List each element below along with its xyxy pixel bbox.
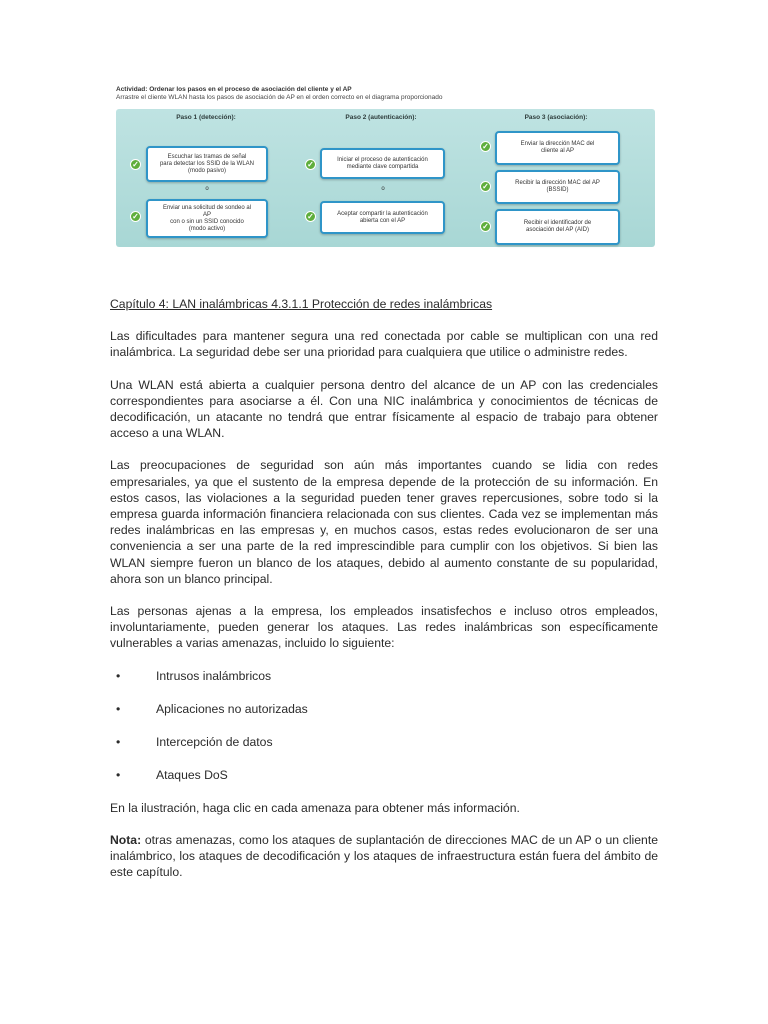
- activity-title: Actividad: Ordenar los pasos en el proceso de asociación del cliente y el AP: [116, 86, 352, 93]
- note-text: otras amenazas, como los ataques de suplantación de direcciones MAC de un AP o un cliente inalámbrico, los ataques de decodificación y los ataques de infraestructura están fuera del ámbito de este capítulo.: [110, 832, 658, 880]
- step3-card-receive-bssid[interactable]: Recibir la dirección MAC del AP (BSSID): [495, 170, 620, 204]
- list-item: [110, 701, 658, 717]
- bullet-icon: •: [116, 734, 121, 749]
- paragraph-1: Las dificultades para mantener segura una red conectada por cable se multiplican con una red inalámbrica. La seguridad debe ser una prioridad para cualquiera que utilice o administre redes.: [110, 329, 658, 360]
- list-item: [110, 767, 658, 783]
- step1-separator: o: [205, 186, 209, 192]
- checkmark-icon: ✓: [480, 181, 491, 192]
- step1-card-passive[interactable]: Escuchar las tramas de señal para detectar los SSID de la WLAN (modo pasivo): [146, 146, 268, 182]
- paragraph-2: Una WLAN está abierta a cualquier persona dentro del alcance de un AP con las credenciales correspondientes para asociarse a él. Con una NIC inalámbrica y conocimientos de técnicas de decodificación, un atacante no tendrá que entrar físicamente al espacio de trabajo para obtener acceso a una WLAN.: [110, 377, 658, 441]
- step3-card-send-mac[interactable]: Enviar la dirección MAC del cliente al AP: [495, 131, 620, 165]
- threat-item-label: Aplicaciones no autorizadas: [156, 701, 308, 716]
- checkmark-icon: ✓: [305, 159, 316, 170]
- step2-separator: o: [381, 186, 385, 192]
- list-item: [110, 668, 658, 684]
- step1-card-active[interactable]: Enviar una solicitud de sondeo al AP con o sin un SSID conocido (modo activo): [146, 199, 268, 238]
- threat-item-label: Ataques DoS: [156, 767, 228, 782]
- step3-card-receive-aid[interactable]: Recibir el identificador de asociación del AP (AID): [495, 209, 620, 245]
- threat-item-label: Intercepción de datos: [156, 734, 273, 749]
- document-body: [110, 296, 658, 896]
- checkmark-icon: ✓: [130, 211, 141, 222]
- note-paragraph: [110, 832, 658, 881]
- bullet-icon: •: [116, 767, 121, 782]
- activity-instructions: Arrastre el cliente WLAN hasta los pasos de asociación de AP en el orden correcto en el diagrama proporcionado: [116, 94, 443, 101]
- paragraph-4: Las personas ajenas a la empresa, los empleados insatisfechos e incluso otros empleados, involuntariamente, pueden generar los ataques. Las redes inalámbricas son específicamente vulnerables a varias amenazas, incluido lo siguiente:: [110, 604, 658, 651]
- paragraph-3: Las preocupaciones de seguridad son aún más importantes cuando se lidia con redes empresariales, ya que el sustento de la empresa depende de la protección de su información. En estos casos, las violaciones a la seguridad pueden tener graves repercusiones, sobre todo si la empresa guarda información financiera relacionada con sus clientes. Cada vez se implementan más redes inalámbricas en las empresas y, en muchos casos, estas redes evolucionaron de ser una conveniencia a ser una parte de la red imprescindible para cumplir con los objetivos. Si bien las WLAN siempre fueron un blanco de los ataques, debido al aumento constante de su popularidad, ahora son un blanco principal.: [110, 458, 658, 586]
- checkmark-icon: ✓: [305, 211, 316, 222]
- step2-card-open-auth[interactable]: Aceptar compartir la autenticación abierta con el AP: [320, 201, 445, 234]
- checkmark-icon: ✓: [480, 141, 491, 152]
- bullet-icon: •: [116, 668, 121, 683]
- activity-figure: [116, 86, 656, 233]
- activity-panel: [116, 109, 655, 247]
- section-heading: Capítulo 4: LAN inalámbricas 4.3.1.1 Protección de redes inalámbricas: [110, 297, 493, 311]
- bullet-icon: •: [116, 701, 121, 716]
- checkmark-icon: ✓: [130, 159, 141, 170]
- step2-card-shared-key[interactable]: Iniciar el proceso de autenticación mediante clave compartida: [320, 148, 445, 179]
- list-item: [110, 734, 658, 750]
- threat-item-label: Intrusos inalámbricos: [156, 668, 272, 683]
- threat-list: [110, 668, 658, 783]
- step1-header: Paso 1 (detección):: [176, 114, 236, 121]
- instruction-text: En la ilustración, haga clic en cada amenaza para obtener más información.: [110, 800, 520, 815]
- checkmark-icon: ✓: [480, 221, 491, 232]
- step3-header: Paso 3 (asociación):: [524, 114, 588, 121]
- step2-header: Paso 2 (autenticación):: [345, 114, 417, 121]
- note-label: Nota:: [110, 832, 142, 847]
